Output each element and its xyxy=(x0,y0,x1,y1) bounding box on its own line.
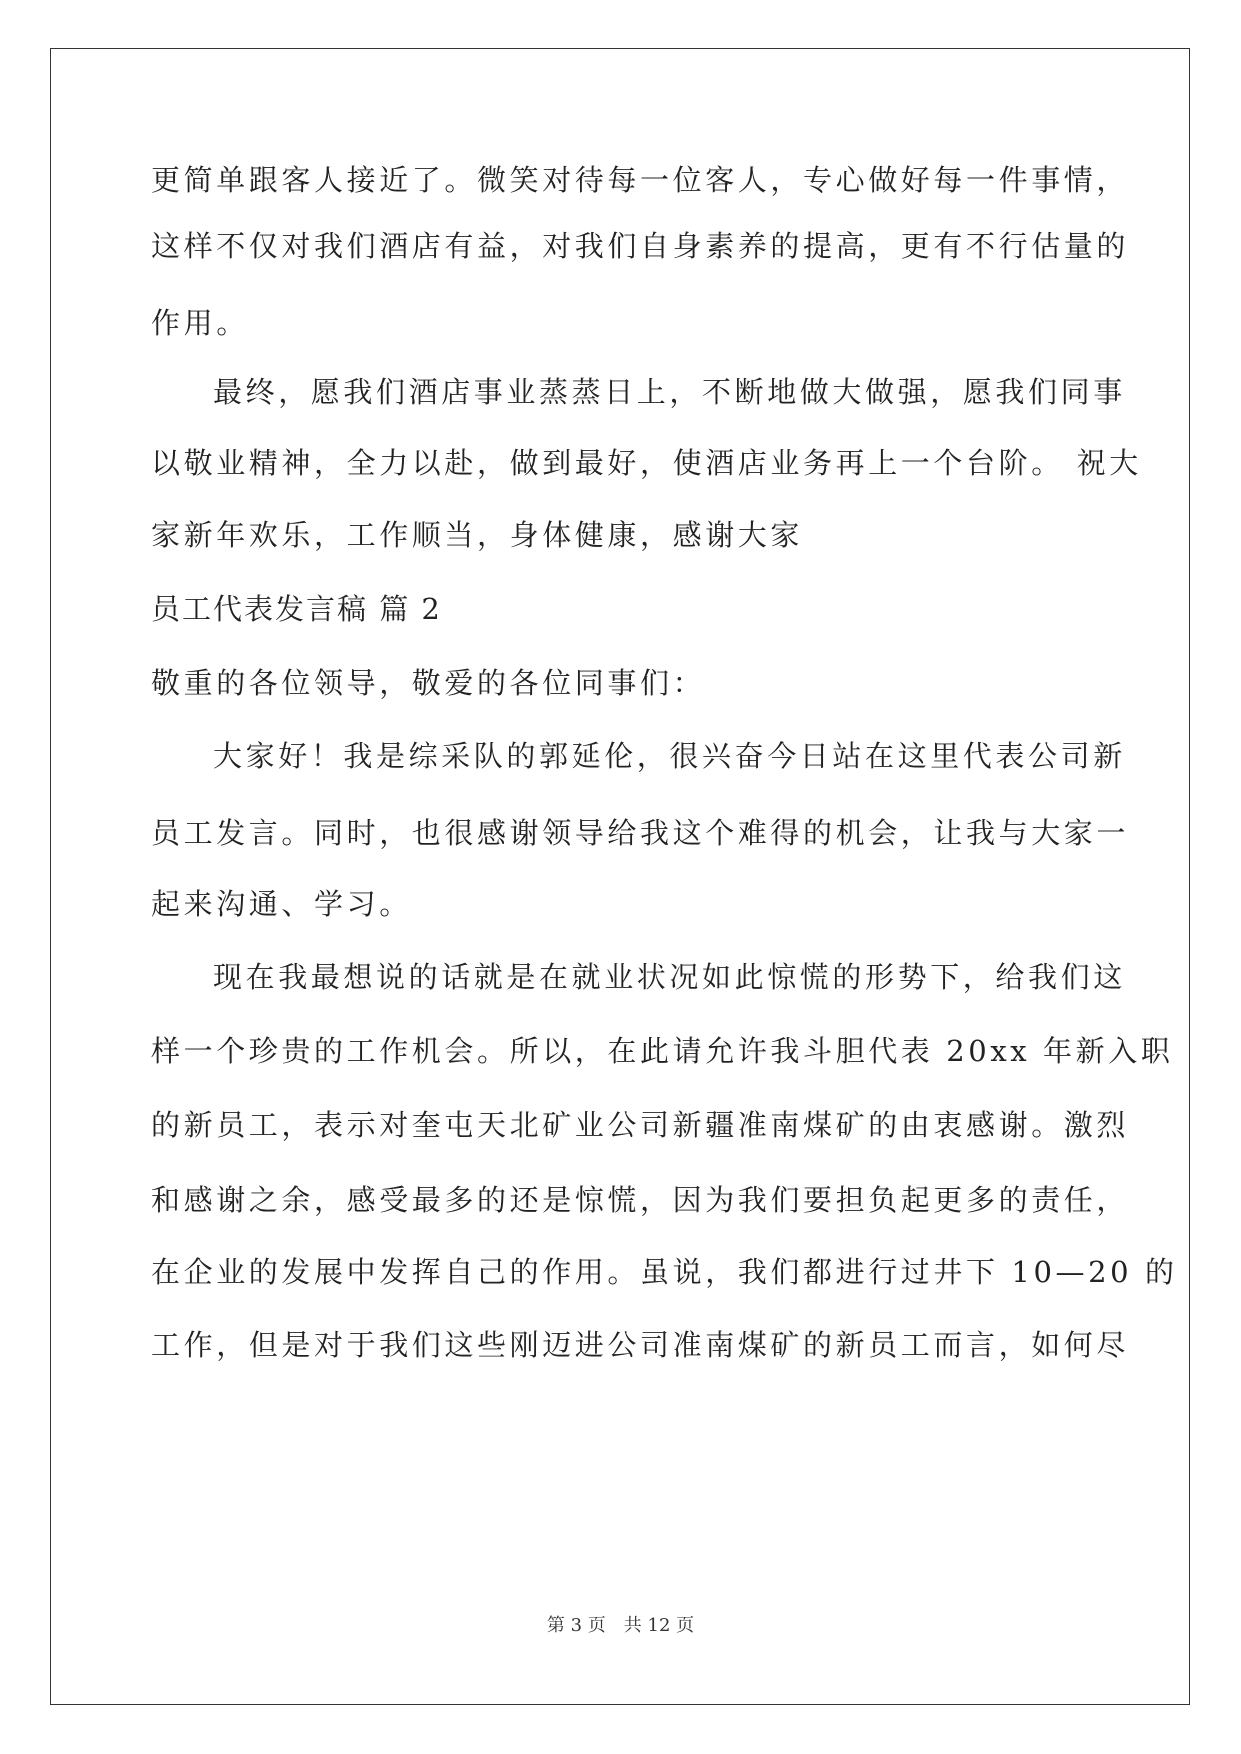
section-heading: 员工代表发言稿 篇 2 xyxy=(151,592,442,626)
text-line: 作用。 xyxy=(151,306,249,340)
paragraph-first-line: 最终，愿我们酒店事业蒸蒸日上，不断地做大做强，愿我们同事 xyxy=(213,375,1126,409)
text-line: 起来沟通、学习。 xyxy=(151,887,412,921)
text-line: 和感谢之余，感受最多的还是惊慌，因为我们要担负起更多的责任， xyxy=(151,1183,1130,1217)
text-line: 的新员工，表示对奎屯天北矿业公司新疆准南煤矿的由衷感谢。激烈 xyxy=(151,1108,1130,1142)
text-line: 工作，但是对于我们这些刚迈进公司准南煤矿的新员工而言，如何尽 xyxy=(151,1328,1130,1362)
paragraph-first-line: 现在我最想说的话就是在就业状况如此惊慌的形势下，给我们这 xyxy=(213,960,1126,994)
page-border xyxy=(50,48,1190,1705)
text-line: 以敬业精神，全力以赴，做到最好，使酒店业务再上一个台阶。 祝大 xyxy=(151,446,1142,480)
paragraph-first-line: 大家好！我是综采队的郭延伦，很兴奋今日站在这里代表公司新 xyxy=(213,739,1126,773)
text-line: 员工发言。同时，也很感谢领导给我这个难得的机会，让我与大家一 xyxy=(151,816,1130,850)
text-line: 样一个珍贵的工作机会。所以，在此请允许我斗胆代表 20xx 年新入职 xyxy=(151,1034,1174,1068)
text-line: 更简单跟客人接近了。微笑对待每一位客人，专心做好每一件事情， xyxy=(151,163,1130,197)
text-line: 在企业的发展中发挥自己的作用。虽说，我们都进行过井下 10—20 的 xyxy=(151,1255,1178,1289)
text-line: 家新年欢乐，工作顺当，身体健康，感谢大家 xyxy=(151,518,804,552)
text-line: 这样不仅对我们酒店有益，对我们自身素养的提高，更有不行估量的 xyxy=(151,229,1130,263)
page-number: 第 3 页 共 12 页 xyxy=(546,1615,695,1636)
salutation: 敬重的各位领导，敬爱的各位同事们： xyxy=(151,666,706,700)
